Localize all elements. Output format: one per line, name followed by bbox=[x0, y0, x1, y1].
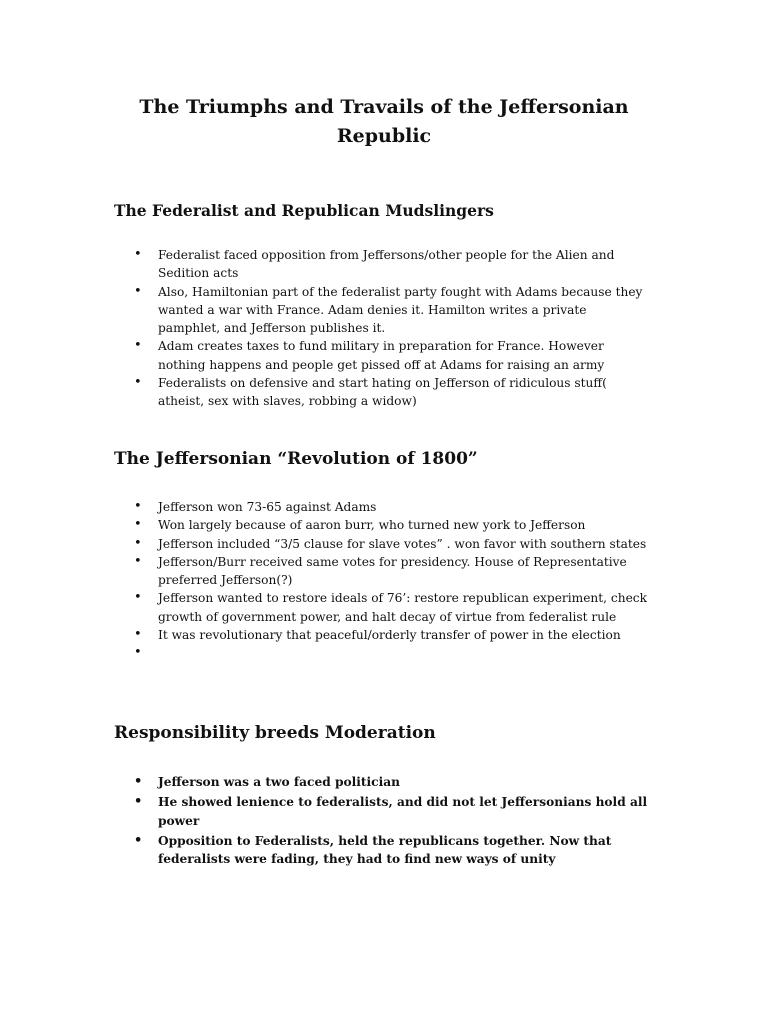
list-item: • Federalist faced opposition from Jeffersons/other people for the Alien and Sedition acts bbox=[158, 246, 648, 283]
list-item: • Jefferson won 73-65 against Adams bbox=[158, 498, 648, 516]
section-heading-moderation: Responsibility breeds Moderation bbox=[114, 723, 436, 743]
list-item: • Jefferson wanted to restore ideals of 76’: restore republican experiment, check growth of government power, and halt decay of virtue from federalist rule bbox=[158, 589, 648, 626]
list-item: • Adam creates taxes to fund military in preparation for France. However nothing happens and people get pissed off at Adams for raising an army bbox=[158, 337, 648, 374]
section-heading-revolution: The Jeffersonian “Revolution of 1800” bbox=[114, 449, 478, 469]
list-item: • Opposition to Federalists, held the republicans together. Now that federalists were fading, they had to find new ways of unity bbox=[158, 832, 648, 869]
bullet-list-revolution bbox=[158, 498, 648, 663]
list-item-empty bbox=[158, 644, 648, 662]
list-item: • Jefferson/Burr received same votes for presidency. House of Representative preferred Jefferson(?) bbox=[158, 553, 648, 590]
list-item: • He showed lenience to federalists, and did not let Jeffersonians hold all power bbox=[158, 793, 648, 830]
section-heading-mudslingers: The Federalist and Republican Mudslingers bbox=[114, 201, 494, 220]
list-item: • Also, Hamiltonian part of the federalist party fought with Adams because they wanted a war with France. Adam denies it. Hamilton writes a private pamphlet, and Jefferson publishes it. bbox=[158, 283, 648, 338]
list-item: • Jefferson included “3/5 clause for slave votes” . won favor with southern states bbox=[158, 535, 648, 553]
list-item: • It was revolutionary that peaceful/orderly transfer of power in the election bbox=[158, 626, 648, 644]
document-title: The Triumphs and Travails of the Jeffersonian Republic bbox=[139, 96, 629, 147]
bullet-list-mudslingers bbox=[158, 246, 648, 411]
bullet-list-moderation bbox=[158, 773, 648, 870]
list-item: • Won largely because of aaron burr, who turned new york to Jefferson bbox=[158, 516, 648, 534]
list-item: • Jefferson was a two faced politician bbox=[158, 773, 648, 792]
list-item: • Federalists on defensive and start hating on Jefferson of ridiculous stuff( atheist, sex with slaves, robbing a widow) bbox=[158, 374, 648, 411]
